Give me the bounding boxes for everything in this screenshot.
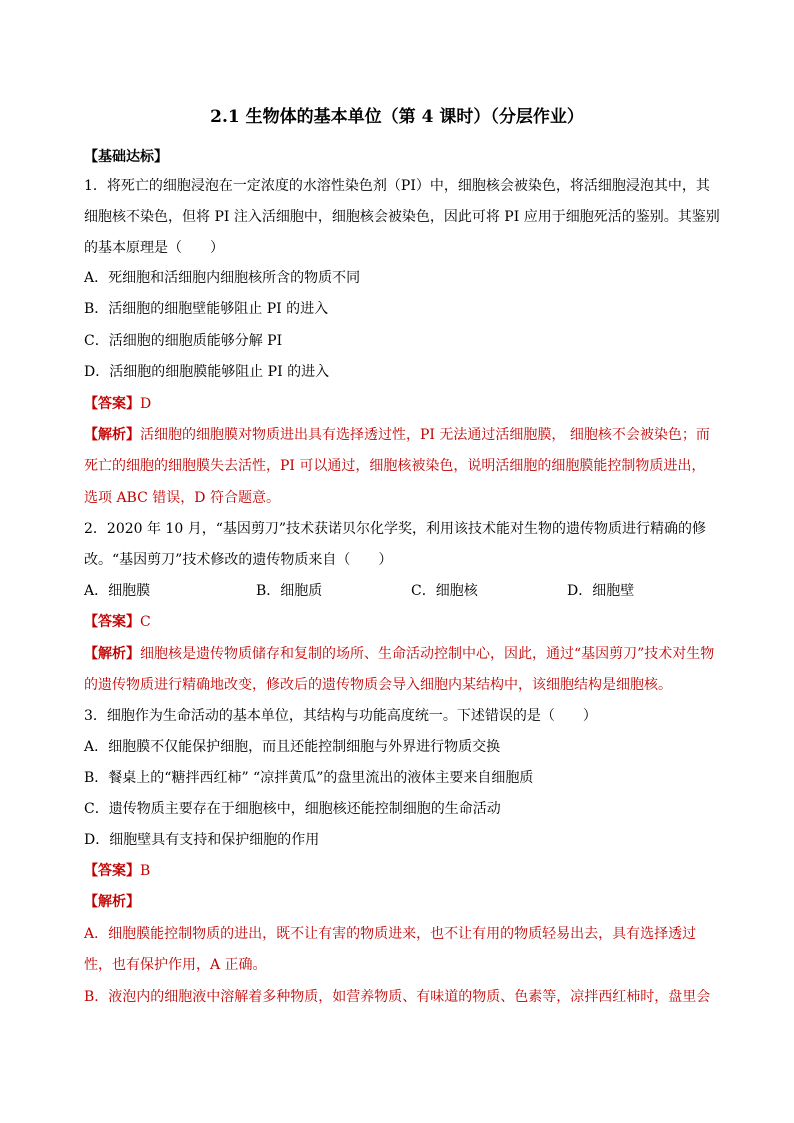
q2-answer-value: C <box>140 614 151 630</box>
q1-answer <box>84 393 151 415</box>
q2-stem-line-1: 2．2020 年 10 月，“基因剪刀”技术获诺贝尔化学奖，利用该技术能对生物的遗传物质进行精确的修 <box>84 521 707 537</box>
q3-analysis-line-3: B．液泡内的细胞液中溶解着多种物质，如营养物质、有味道的物质、色素等，凉拌西红柿时，盘里会 <box>84 989 711 1005</box>
q3-stem-line-1: 3．细胞作为生命活动的基本单位，其结构与功能高度统一。下述错误的是（ ） <box>84 708 597 724</box>
q1-analysis-line-1 <box>84 424 710 446</box>
q3-option-c: C．遗传物质主要存在于细胞核中，细胞核还能控制细胞的生命活动 <box>84 801 501 817</box>
q3-analysis-line-2: 性，也有保护作用，A 正确。 <box>84 957 267 973</box>
q3-option-b: B．餐桌上的“糖拌西红柿” “凉拌黄瓜”的盘里流出的液体主要来自细胞质 <box>84 770 534 786</box>
analysis-tag: 【解析】 <box>84 427 140 443</box>
q2-analysis-text-1: 细胞核是遗传物质储存和复制的场所、生命活动控制中心，因此，通过“基因剪刀”技术对生物 <box>140 646 715 662</box>
q3-option-a: A．细胞膜不仅能保护细胞，而且还能控制细胞与外界进行物质交换 <box>84 739 501 755</box>
q3-analysis-line-1: A．细胞膜能控制物质的进出，既不让有害的物质进来，也不让有用的物质轻易出去，具有选择透过 <box>84 926 697 942</box>
answer-tag: 【答案】 <box>84 863 140 879</box>
q2-option-d: D．细胞壁 <box>567 583 635 599</box>
q1-stem-line-1: 1．将死亡的细胞浸泡在一定浓度的水溶性染色剂（PI）中，细胞核会被染色，将活细胞浸泡其中，其 <box>84 178 710 194</box>
q3-option-d: D．细胞壁具有支持和保护细胞的作用 <box>84 832 320 848</box>
answer-tag: 【答案】 <box>84 614 140 630</box>
q3-answer-value: B <box>140 863 151 879</box>
q2-answer <box>84 611 151 633</box>
q1-analysis-line-2: 死亡的细胞的细胞膜失去活性，PI 可以通过，细胞核被染色，说明活细胞的细胞膜能控制物质进出， <box>84 458 706 474</box>
q3-answer <box>84 860 150 882</box>
q2-stem-line-2: 改。“基因剪刀”技术修改的遗传物质来自（ ） <box>84 552 393 568</box>
q1-analysis-text-1: 活细胞的细胞膜对物质进出具有选择透过性，PI 无法通过活细胞膜， 细胞核不会被染色；而 <box>140 427 710 443</box>
document-title: 2.1 生物体的基本单位（第 4 课时）（分层作业） <box>210 107 584 127</box>
q2-analysis-line-2: 的遗传物质进行精确地改变，修改后的遗传物质会导入细胞内某结构中，该细胞结构是细胞核。 <box>84 677 672 693</box>
q1-option-c: C．活细胞的细胞质能够分解 PI <box>84 333 283 349</box>
q3-analysis-tag: 【解析】 <box>84 894 140 910</box>
q2-analysis-line-1 <box>84 643 714 665</box>
q1-option-b: B．活细胞的细胞壁能够阻止 PI 的进入 <box>84 301 329 317</box>
answer-tag: 【答案】 <box>84 396 140 412</box>
q2-option-c: C．细胞核 <box>411 583 478 599</box>
q2-option-a: A．细胞膜 <box>84 583 151 599</box>
q2-option-b: B．细胞质 <box>256 583 323 599</box>
q1-answer-value: D <box>140 396 152 412</box>
analysis-tag: 【解析】 <box>84 646 140 662</box>
q1-option-a: A．死细胞和活细胞内细胞核所含的物质不同 <box>84 270 361 286</box>
q1-analysis-line-3: 选项 ABC 错误，D 符合题意。 <box>84 490 280 506</box>
q1-option-d: D．活细胞的细胞膜能够阻止 PI 的进入 <box>84 364 330 380</box>
q1-stem-line-3: 的基本原理是（ ） <box>84 240 224 256</box>
section-heading: 【基础达标】 <box>84 149 168 165</box>
q1-stem-line-2: 细胞核不染色，但将 PI 注入活细胞中，细胞核会被染色，因此可将 PI 应用于细胞死活的鉴别。其鉴别 <box>84 209 720 225</box>
